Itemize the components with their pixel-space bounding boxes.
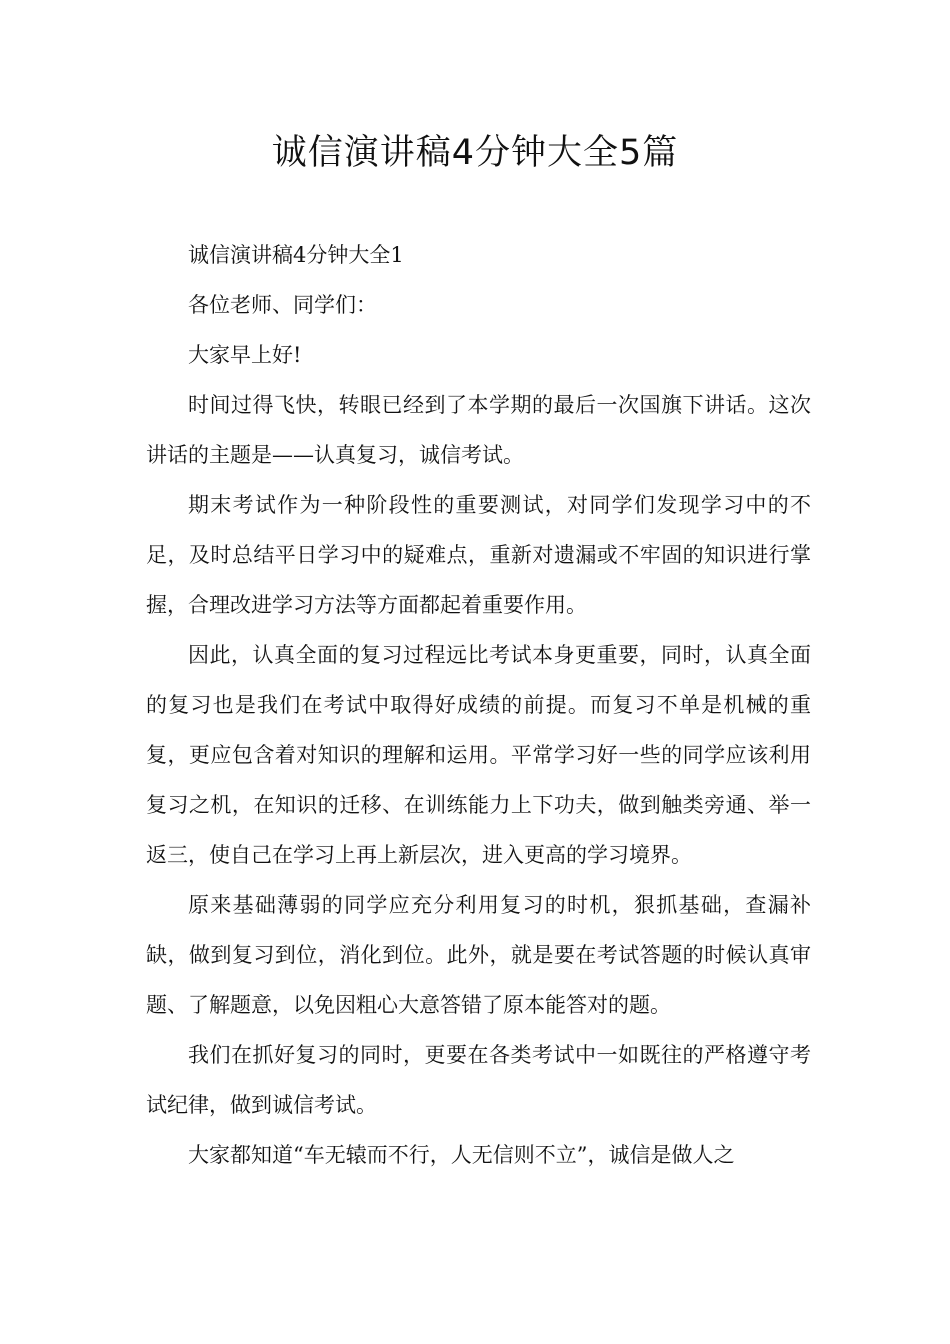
- document-body: [146, 230, 811, 1180]
- paragraph: 原来基础薄弱的同学应充分利用复习的时机，狠抓基础，查漏补缺，做到复习到位，消化到位。此外，就是要在考试答题的时候认真审题、了解题意，以免因粗心大意答错了原本能答对的题。: [146, 893, 811, 1017]
- document-title: 诚信演讲稿4分钟大全5篇: [271, 133, 679, 173]
- paragraph-subtitle: 诚信演讲稿4分钟大全1: [188, 243, 404, 267]
- paragraph: 因此，认真全面的复习过程远比考试本身更重要，同时，认真全面的复习也是我们在考试中取得好成绩的前提。而复习不单是机械的重复，更应包含着对知识的理解和运用。平常学习好一些的同学应该利用复习之机，在知识的迁移、在训练能力上下功夫，做到触类旁通、举一返三，使自己在学习上再上新层次，进入更高的学习境界。: [146, 643, 811, 867]
- paragraph: 期末考试作为一种阶段性的重要测试，对同学们发现学习中的不足，及时总结平日学习中的疑难点，重新对遗漏或不牢固的知识进行掌握，合理改进学习方法等方面都起着重要作用。: [146, 493, 811, 617]
- paragraph: 时间过得飞快，转眼已经到了本学期的最后一次国旗下讲话。这次讲话的主题是——认真复习，诚信考试。: [146, 393, 811, 467]
- paragraph: 我们在抓好复习的同时，更要在各类考试中一如既往的严格遵守考试纪律，做到诚信考试。: [146, 1043, 811, 1117]
- paragraph-salutation: 各位老师、同学们：: [188, 293, 377, 317]
- paragraph: 大家都知道“车无辕而不行，人无信则不立”，诚信是做人之: [188, 1143, 735, 1167]
- paragraph-greeting: 大家早上好!: [188, 343, 302, 367]
